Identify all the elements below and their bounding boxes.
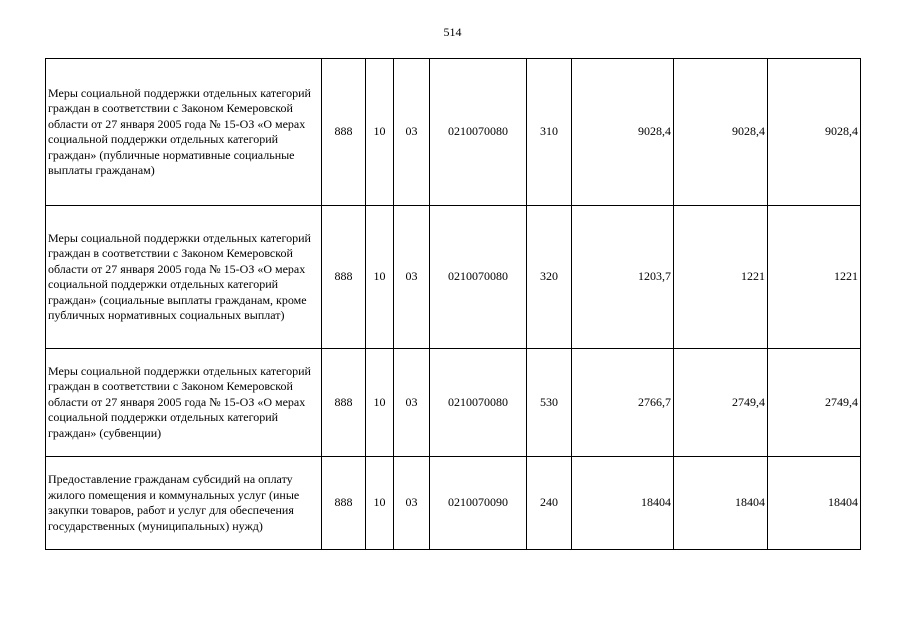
razdel-cell: 10 — [366, 59, 394, 206]
sum-year3-cell: 1221 — [768, 206, 861, 349]
podrazdel-cell: 03 — [394, 59, 430, 206]
ved-cell: 888 — [322, 206, 366, 349]
sum-year2-cell: 1221 — [674, 206, 768, 349]
row-name-cell: Меры социальной поддержки отдельных категорий граждан в соответствии с Законом Кемеровской области от 27 января 2005 года № 15-ОЗ «О мерах социальной поддержки отдельных категорий граждан» (публичные нормативные социальные выплаты гражданам) — [46, 59, 322, 206]
podrazdel-cell: 03 — [394, 457, 430, 550]
sum-year2-cell: 9028,4 — [674, 59, 768, 206]
vr-cell: 240 — [527, 457, 572, 550]
podrazdel-cell: 03 — [394, 206, 430, 349]
vr-cell: 320 — [527, 206, 572, 349]
budget-table — [45, 58, 861, 550]
table-row — [46, 457, 861, 550]
podrazdel-cell: 03 — [394, 349, 430, 457]
vr-cell: 530 — [527, 349, 572, 457]
sum-year2-cell: 2749,4 — [674, 349, 768, 457]
table-row — [46, 59, 861, 206]
sum-year3-cell: 9028,4 — [768, 59, 861, 206]
sum-year1-cell: 9028,4 — [572, 59, 674, 206]
table-row — [46, 349, 861, 457]
csr-cell: 0210070090 — [430, 457, 527, 550]
sum-year1-cell: 1203,7 — [572, 206, 674, 349]
csr-cell: 0210070080 — [430, 349, 527, 457]
sum-year1-cell: 2766,7 — [572, 349, 674, 457]
razdel-cell: 10 — [366, 349, 394, 457]
csr-cell: 0210070080 — [430, 59, 527, 206]
ved-cell: 888 — [322, 457, 366, 550]
razdel-cell: 10 — [366, 206, 394, 349]
sum-year1-cell: 18404 — [572, 457, 674, 550]
row-name-cell: Меры социальной поддержки отдельных категорий граждан в соответствии с Законом Кемеровской области от 27 января 2005 года № 15-ОЗ «О мерах социальной поддержки отдельных категорий граждан» (социальные выплаты гражданам, кроме публичных нормативных социальных выплат) — [46, 206, 322, 349]
page-number: 514 — [443, 25, 462, 39]
sum-year3-cell: 18404 — [768, 457, 861, 550]
ved-cell: 888 — [322, 59, 366, 206]
csr-cell: 0210070080 — [430, 206, 527, 349]
row-name-cell: Меры социальной поддержки отдельных категорий граждан в соответствии с Законом Кемеровской области от 27 января 2005 года № 15-ОЗ «О мерах социальной поддержки отдельных категорий граждан» (субвенции) — [46, 349, 322, 457]
sum-year3-cell: 2749,4 — [768, 349, 861, 457]
razdel-cell: 10 — [366, 457, 394, 550]
row-name-cell: Предоставление гражданам субсидий на оплату жилого помещения и коммунальных услуг (иные закупки товаров, работ и услуг для обеспечения государственных (муниципальных) нужд) — [46, 457, 322, 550]
sum-year2-cell: 18404 — [674, 457, 768, 550]
table-row — [46, 206, 861, 349]
vr-cell: 310 — [527, 59, 572, 206]
ved-cell: 888 — [322, 349, 366, 457]
